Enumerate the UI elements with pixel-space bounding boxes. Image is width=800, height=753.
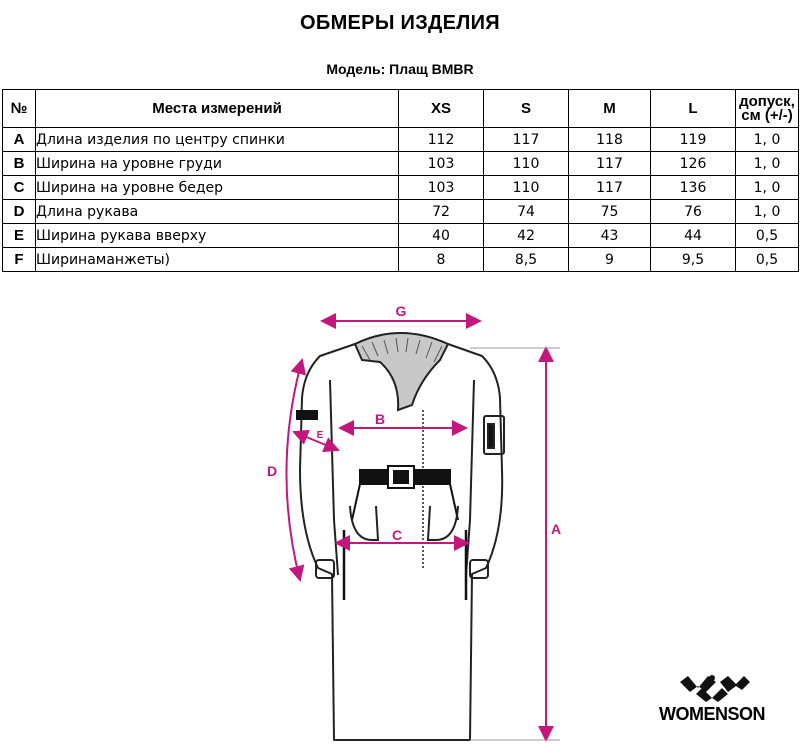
- label-c: C: [391, 527, 403, 543]
- table-row: [3, 248, 799, 272]
- row-code: C: [3, 176, 36, 200]
- table-row: [3, 128, 799, 152]
- row-code: F: [3, 248, 36, 272]
- label-a: A: [550, 521, 562, 537]
- row-code: D: [3, 200, 36, 224]
- value-l: 44: [651, 224, 736, 248]
- brand-name: WOMENSON: [659, 704, 765, 724]
- value-s: 110: [484, 176, 569, 200]
- header-number: №: [3, 90, 36, 128]
- value-xs: 103: [399, 152, 484, 176]
- header-place: Места измерений: [36, 90, 399, 128]
- value-l: 136: [651, 176, 736, 200]
- table-header-row: [3, 90, 799, 128]
- header-size-l: L: [651, 90, 736, 128]
- value-m: 117: [569, 152, 651, 176]
- row-name: Длина рукава: [36, 200, 399, 224]
- measurements-table: [2, 89, 799, 272]
- value-m: 75: [569, 200, 651, 224]
- label-g: G: [395, 303, 407, 319]
- value-xs: 72: [399, 200, 484, 224]
- pockets: [350, 506, 458, 540]
- value-tolerance: 0,5: [736, 248, 799, 272]
- row-name: Ширина на уровне бедер: [36, 176, 399, 200]
- belt: [352, 466, 458, 520]
- value-m: 43: [569, 224, 651, 248]
- value-xs: 103: [399, 176, 484, 200]
- row-code: A: [3, 128, 36, 152]
- value-xs: 40: [399, 224, 484, 248]
- value-s: 110: [484, 152, 569, 176]
- value-l: 76: [651, 200, 736, 224]
- womenson-logo-icon: [636, 672, 786, 704]
- table-row: [3, 152, 799, 176]
- value-xs: 112: [399, 128, 484, 152]
- value-tolerance: 1, 0: [736, 152, 799, 176]
- value-s: 8,5: [484, 248, 569, 272]
- row-name: Ширинаманжеты): [36, 248, 399, 272]
- header-size-m: M: [569, 90, 651, 128]
- header-tolerance: [736, 90, 799, 128]
- value-tolerance: 0,5: [736, 224, 799, 248]
- value-m: 118: [569, 128, 651, 152]
- left-sleeve-strap: [296, 410, 318, 420]
- value-m: 9: [569, 248, 651, 272]
- value-tolerance: 1, 0: [736, 200, 799, 224]
- header-size-s: S: [484, 90, 569, 128]
- header-size-xs: XS: [399, 90, 484, 128]
- row-name: Длина изделия по центру спинки: [36, 128, 399, 152]
- table-row: [3, 176, 799, 200]
- coat-measurement-diagram: [250, 296, 580, 752]
- row-name: Ширина на уровне груди: [36, 152, 399, 176]
- value-s: 74: [484, 200, 569, 224]
- value-s: 42: [484, 224, 569, 248]
- value-xs: 8: [399, 248, 484, 272]
- row-name: Ширина рукава вверху: [36, 224, 399, 248]
- page-title: ОБМЕРЫ ИЗДЕЛИЯ: [300, 12, 500, 34]
- header-tolerance-line2: см (+/-): [741, 106, 793, 124]
- row-code: E: [3, 224, 36, 248]
- hanging-straps: [344, 530, 466, 600]
- value-s: 117: [484, 128, 569, 152]
- value-tolerance: 1, 0: [736, 128, 799, 152]
- label-d: D: [266, 463, 278, 479]
- table-row: [3, 224, 799, 248]
- label-e: E: [316, 430, 324, 441]
- value-m: 117: [569, 176, 651, 200]
- collar: [355, 333, 448, 410]
- table-row: [3, 200, 799, 224]
- label-b: B: [374, 411, 386, 427]
- value-l: 9,5: [651, 248, 736, 272]
- header-tolerance-line1: допуск,: [739, 92, 795, 110]
- value-tolerance: 1, 0: [736, 176, 799, 200]
- row-code: B: [3, 152, 36, 176]
- value-l: 126: [651, 152, 736, 176]
- model-subtitle: Модель: Плащ BMBR: [326, 61, 474, 77]
- value-l: 119: [651, 128, 736, 152]
